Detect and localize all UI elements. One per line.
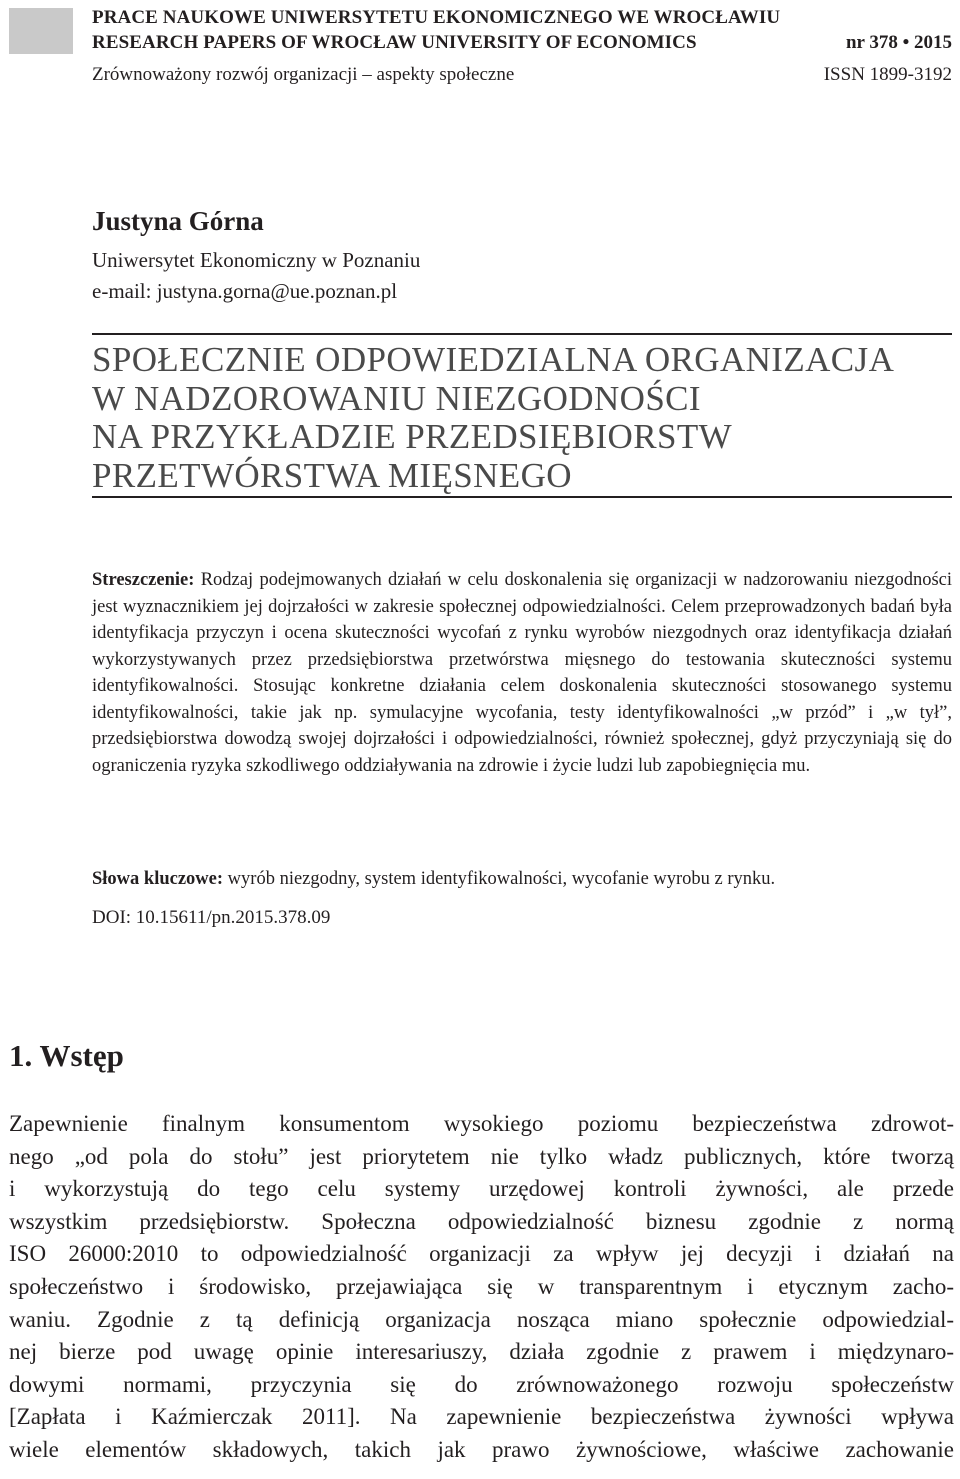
body-line: ISO 26000:2010 to odpowiedzialność organizacji za wpływ jej decyzji i działań na <box>9 1241 954 1267</box>
body-line: społeczeństwo i środowisko, przejawiająca się w transparentnym i etycznym zacho- <box>9 1273 954 1299</box>
title-rule-bottom <box>92 496 952 498</box>
author-email: e-mail: justyna.gorna@ue.poznan.pl <box>92 279 398 303</box>
paper-title <box>92 341 942 495</box>
body-line: wiele elementów składowych, takich jak prawo żywnościowe, właściwe zachowanie <box>9 1436 954 1462</box>
body-line: Zapewnienie finalnym konsumentom wysokiego poziomu bezpieczeństwa zdrowot- <box>9 1111 954 1136</box>
body-line: waniu. Zgodnie z tą definicją organizacja nosząca miano społecznie odpowiedzial- <box>9 1306 954 1332</box>
body-line: nego „od pola do stołu” jest priorytetem nie tylko władz publicznych, które tworzą <box>9 1143 954 1169</box>
series-title: Zrównoważony rozwój organizacji – aspekty społeczne <box>92 64 515 85</box>
issue-number: nr 378 • 2015 <box>845 32 952 53</box>
title-rule-top <box>92 333 952 335</box>
body-line: wszystkim przedsiębiorstw. Społeczna odpowiedzialność biznesu zgodnie z normą <box>9 1208 954 1234</box>
author-name: Justyna Górna <box>92 206 264 236</box>
section-heading: 1. Wstęp <box>9 1038 124 1073</box>
title-line: W NADZOROWANIU NIEZGODNOŚCI <box>92 378 701 418</box>
author-affiliation: Uniwersytet Ekonomiczny w Poznaniu <box>92 248 421 272</box>
keywords-text: wyrób niezgodny, system identyfikowalności, wycofanie wyrobu z rynku. <box>227 869 776 889</box>
abstract-label: Streszczenie: <box>92 570 195 590</box>
section-body <box>9 1108 954 1467</box>
title-line: SPOŁECZNIE ODPOWIEDZIALNA ORGANIZACJA <box>92 340 895 379</box>
header-gray-block <box>9 8 73 54</box>
keywords <box>92 866 952 892</box>
abstract-text: Rodzaj podejmowanych działań w celu doskonalenia się organizacji w nadzorowaniu niezgodności jest wyznacznikiem jej dojrzałości w zakresie społecznej odpowiedzialności. Celem przeprowadzonych badań była identyfikacja przyczyn i ocena skuteczności wycofań z rynku wyrobów niezgodnych oraz identyfikacja działań wykorzystywanych przez przedsiębiorstwa przetwórstwa mięsnego do testowania skuteczności systemu identyfikowalności. Stosując konkretne działania celem doskonalenia skuteczności stosowanego systemu identyfikowalności, takie jak np. symulacyjne wycofania, testy identyfikowalności „w przód” i „w tył”, przedsiębiorstwa dowodzą swojej dojrzałości i odpowiedzialności, również społecznej, gdyż przyczyniają się do ograniczenia ryzyka szkodliwego oddziaływania na zdrowie i życie ludzi lub zapobiegnięcia mu. <box>92 570 952 776</box>
doi: DOI: 10.15611/pn.2015.378.09 <box>92 907 331 928</box>
body-line: nej bierze pod uwagę opinie interesariuszy, działa zgodnie z prawem i międzynaro- <box>9 1339 954 1365</box>
abstract <box>92 567 952 779</box>
journal-title-en: RESEARCH PAPERS OF WROCŁAW UNIVERSITY OF ECONOMICS <box>92 32 697 53</box>
body-line: dowymi normami, przyczynia się do zrównoważonego rozwoju społeczeństw <box>9 1371 954 1397</box>
body-line: i wykorzystują do tego celu systemy urzędowej kontroli żywności, ale przede <box>9 1176 954 1202</box>
issn: ISSN 1899-3192 <box>823 64 952 85</box>
title-line: NA PRZYKŁADZIE PRZEDSIĘBIORSTW <box>92 417 733 456</box>
keywords-label: Słowa kluczowe: <box>92 869 224 889</box>
journal-title-pl: PRACE NAUKOWE UNIWERSYTETU EKONOMICZNEGO WE WROCŁAWIU <box>92 7 781 28</box>
body-line: [Zapłata i Kaźmierczak 2011]. Na zapewnienie bezpieczeństwa żywności wpływa <box>9 1404 954 1430</box>
title-line: PRZETWÓRSTWA MIĘSNEGO <box>92 455 572 495</box>
